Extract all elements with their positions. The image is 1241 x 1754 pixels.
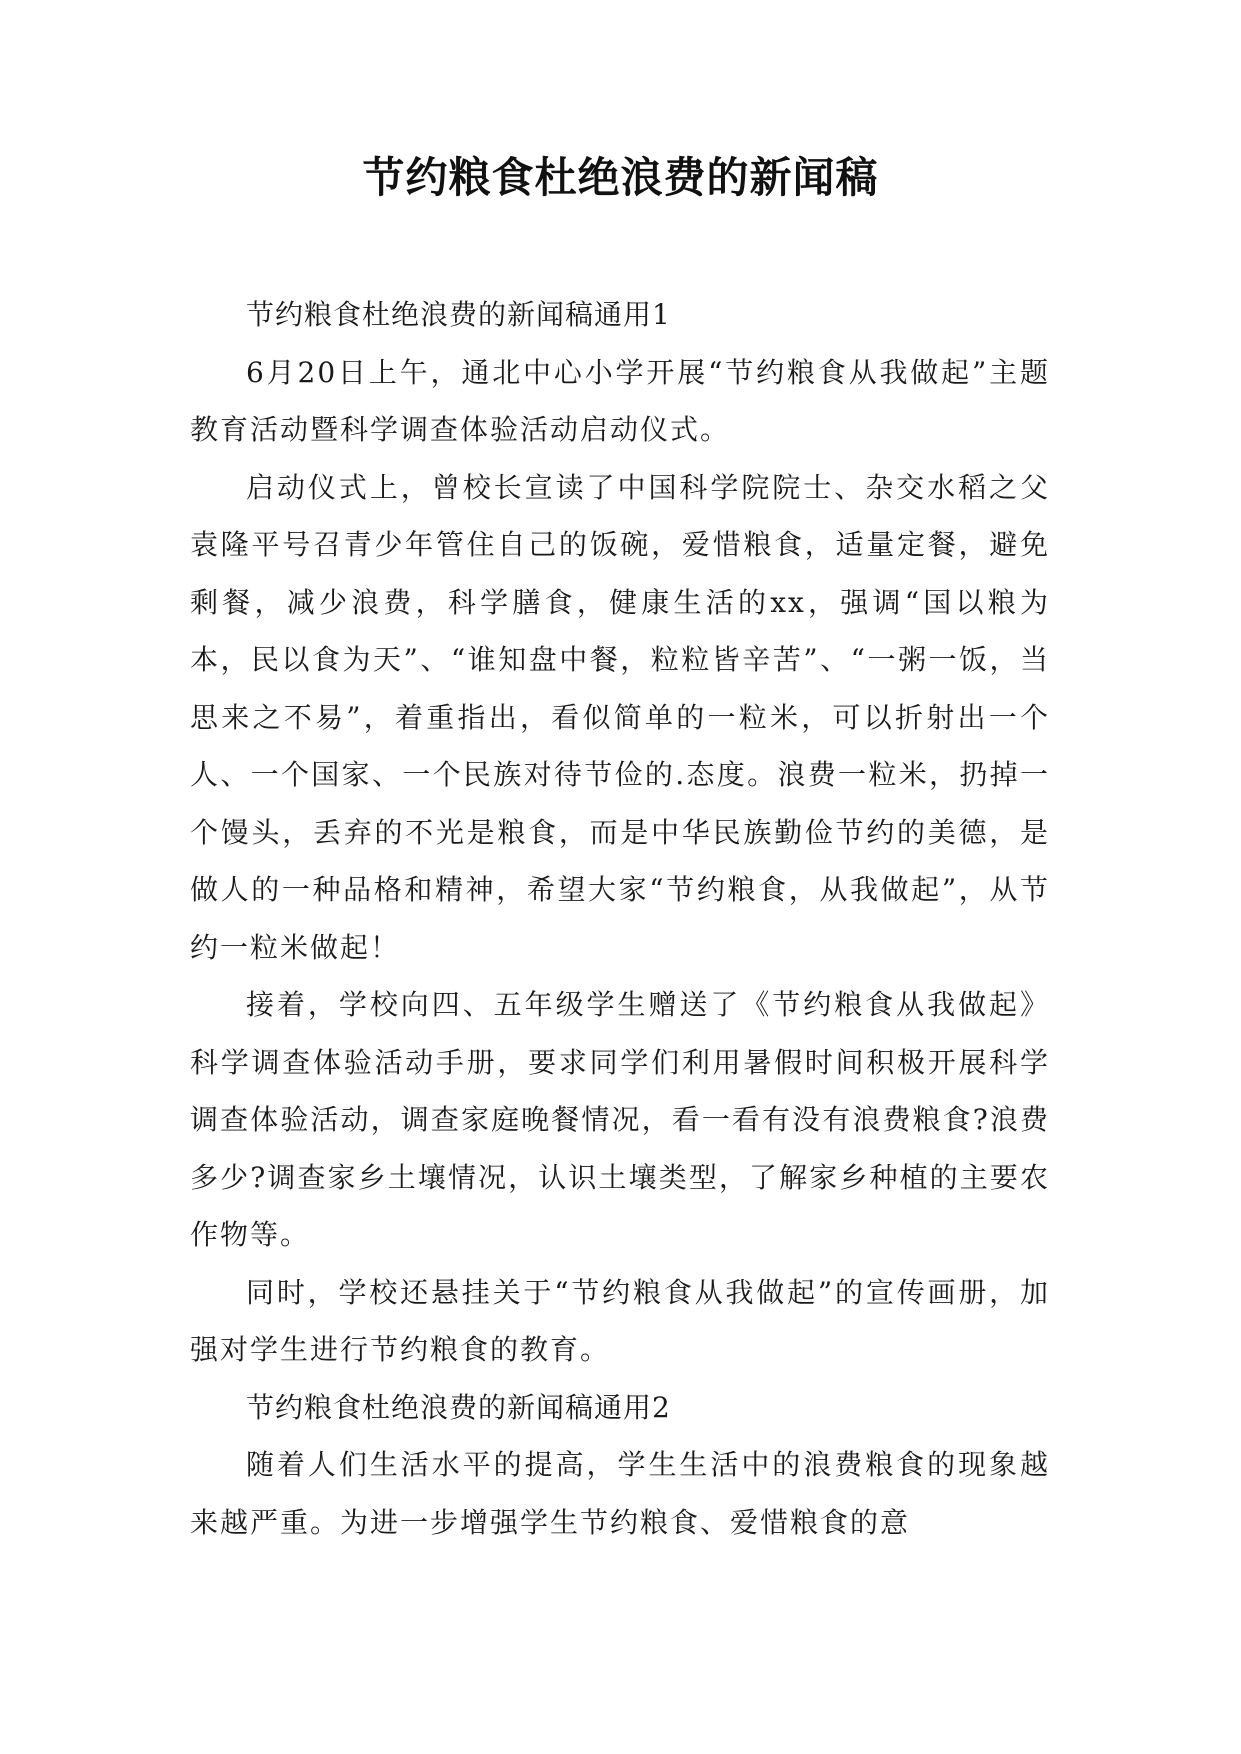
section-heading: 节约粮食杜绝浪费的新闻稿通用2 <box>246 1390 671 1424</box>
paragraph: 同时，学校还悬挂关于“节约粮食从我做起”的宣传画册，加强对学生进行节约粮食的教育。 <box>190 1275 1050 1366</box>
paragraph: 接着，学校向四、五年级学生赠送了《节约粮食从我做起》科学调查体验活动手册，要求同学们利用暑假时间积极开展科学调查体验活动，调查家庭晚餐情况，看一看有没有浪费粮食?浪费多少?调查家乡土壤情况，认识土壤类型，了解家乡种植的主要农作物等。 <box>190 988 1050 1251</box>
section-heading: 节约粮食杜绝浪费的新闻稿通用1 <box>246 298 671 331</box>
paragraph: 启动仪式上，曾校长宣读了中国科学院院士、杂交水稻之父袁隆平号召青少年管住自己的饭碗，爱惜粮食，适量定餐，避免剩餐，减少浪费，科学膳食，健康生活的xx，强调“国以粮为本，民以食为天”、“谁知盘中餐，粒粒皆辛苦”、“一粥一饭，当思来之不易”，着重指出，看似简单的一粒米，可以折射出一个人、一个国家、一个民族对待节俭的.态度。浪费一粒米，扔掉一个馒头，丢弃的不光是粮食，而是中华民族勤俭节约的美德，是做人的一种品格和精神，希望大家“节约粮食，从我做起”，从节约一粒米做起！ <box>190 470 1050 964</box>
document-body <box>190 286 1050 1551</box>
document-title: 节约粮食杜绝浪费的新闻稿 <box>362 153 879 202</box>
paragraph: 随着人们生活水平的提高，学生生活中的浪费粮食的现象越来越严重。为进一步增强学生节约粮食、爱惜粮食的意 <box>190 1448 1050 1539</box>
paragraph: 6月20日上午，通北中心小学开展“节约粮食从我做起”主题教育活动暨科学调查体验活动启动仪式。 <box>190 355 1050 446</box>
